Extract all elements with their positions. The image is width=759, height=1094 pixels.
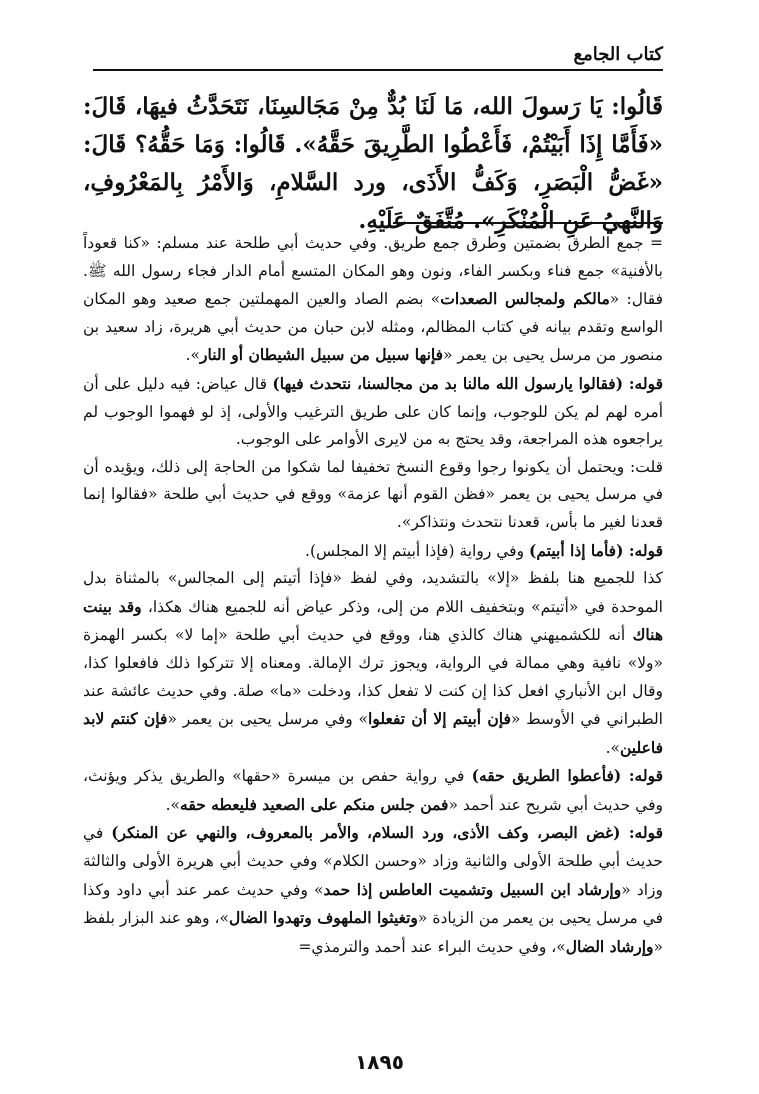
commentary-paragraph xyxy=(83,762,663,819)
commentary-paragraph xyxy=(83,370,663,454)
book-title: كتاب الجامع xyxy=(573,44,663,65)
page-header xyxy=(93,44,663,71)
commentary-text: كذا للجميع هنا بلفظ «إلا» بالتشديد، وفي لفظ «فإذا أتيتم إلى المجالس» بالمثناة بدل الموحدة في «أتيتم» وبتخفيف اللام من إلى، وذكر عياض أنه للجميع هناك هكذا، xyxy=(83,569,663,616)
commentary-lead: قوله: (فأعطوا الطريق حقه) xyxy=(471,766,663,786)
bold-quote: وقد بينت هناك xyxy=(83,596,663,645)
commentary-paragraph xyxy=(83,537,663,566)
commentary-text: = جمع الطرق بضمتين وطرق جمع طريق. وفي حديث أبي طلحة عند مسلم: «كنا قعوداً بالأفنية» جمع فناء وبكسر الفاء، ونون وهو المكان المتسع أمام الدار فجاء رسول الله ﷺ. فقال: « xyxy=(83,234,663,309)
commentary-text: » وفي حديث عمر عند أبي داود وكذا في مرسل يحيى بن يعمر من الزيادة « xyxy=(83,880,663,928)
commentary-paragraph xyxy=(83,454,663,537)
commentary-paragraph xyxy=(83,565,663,762)
page-number: ١٨٩٥ xyxy=(355,1050,404,1074)
commentary-paragraph xyxy=(83,230,663,370)
commentary-text: أنه للكشميهني هناك كالذي هنا، ووقع في حديث أبي طلحة «إما لا» بكسر الهمزة «ولا» نافية وهي ممالة في الرواية، ويجوز ترك الإمالة. ومعناه إلا تتركوا ذلك فافعلوا كذا، وقال ابن الأنباري افعل كذا إن كنت لا تفعل كذا، ودخلت «ما» صلة. وفي حديث عائشة عند الطبراني في الأوسط « xyxy=(83,626,663,729)
bold-quote: فإنها سبيل من سبيل الشيطان أو النار xyxy=(200,345,444,365)
commentary-text: قال عياض: فيه دليل على أن أمره لهم لم يكن للوجوب، وإنما كان على طريق الترغيب والأولى، إذ لو فهموا الوجوب لم يراجعوه هذه المراجعة، وقد يحتج به من لايرى الأوامر على الوجوب. xyxy=(83,374,663,449)
commentary-text: ». xyxy=(165,795,181,814)
commentary-text: »، وهو عند البزار بلفظ « xyxy=(83,909,663,956)
commentary-paragraph xyxy=(83,819,663,961)
commentary xyxy=(83,230,663,961)
commentary-text: » بضم الصاد والعين المهملتين جمع صعيد وهو المكان الواسع وتقدم بيانه في كتاب المظالم، ومثله لابن حبان من حديث أبي هريرة، زاد سعيد بن منصور من مرسل يحيى بن يعمر « xyxy=(83,290,663,365)
commentary-text: »، وفي حديث البراء عند أحمد والترمذي= xyxy=(298,937,566,956)
bold-quote: فإن أبيتم إلا أن تفعلوا xyxy=(368,709,511,729)
bold-quote: وإرشاد الضال xyxy=(565,936,654,956)
commentary-text: في حديث أبي طلحة الأولى والثانية وزاد «وحسن الكلام» وفي حديث أبي هريرة الأولى والثالثة وزاد « xyxy=(83,824,663,899)
commentary-text: في رواية حفص بن ميسرة «حقها» والطريق يذكر ويؤنث، وفي حديث أبي شريح عند أحمد « xyxy=(83,767,663,814)
bold-quote: وإرشاد ابن السبيل وتشميت العاطس إذا حمد xyxy=(323,879,622,899)
commentary-text: ». xyxy=(185,346,200,365)
commentary-text: قلت: ويحتمل أن يكونوا رجوا وقوع النسخ تخفيفا لما شكوا من الحاجة إلى ذلك، ويؤيده أن في مرسل يحيى بن يعمر «فظن القوم أنها عزمة» ووقع في حديث أبي طلحة «فقالوا إنما قعدنا لغير ما بأس، قعدنا نتحدث ونتذاكر». xyxy=(83,457,663,531)
commentary-text: » وفي مرسل يحيى بن يعمر « xyxy=(167,710,369,729)
commentary-text: وفي رواية (فإذا أبيتم إلا المجلس). xyxy=(305,541,529,560)
hadith-text: قَالُوا: يَا رَسولَ الله، مَا لَنَا بُدٌّ مِنْ مَجَالسِنَا، نَتَحَدَّثُ فيهَا، قَالَ: «فَأَمَّا إِذَا أَبَيْتُمْ، فَأَعْطُوا الطَّرِيقَ حَقَّهُ». قَالُوا: وَمَا حَقُّهُ؟ قَالَ: «غَضُّ الْبَصَرِ، وَكَفُّ الأَذَى، ورد السَّلامِ، وَالأَمْرُ بِالمَعْرُوفِ، وَالنَّهيُ عَنِ الْمُنْكَرِ». مُتَّفَقٌ عَلَيْهِ. xyxy=(83,93,663,234)
bold-quote: وتغيثوا الملهوف وتهدوا الضال xyxy=(229,908,418,928)
commentary-lead: قوله: (فأما إذا أبيتم) xyxy=(529,540,663,560)
bold-quote: مالكم ولمجالس الصعدات xyxy=(440,289,610,309)
bold-quote: فمن جلس منكم على الصعيد فليعطه حقه xyxy=(180,794,449,814)
commentary-lead: قوله: (غض البصر، وكف الأذى، ورد السلام، والأمر بالمعروف، والنهي عن المنكر) xyxy=(111,823,663,843)
commentary-lead: قوله: (فقالوا يارسول الله مالنا بد من مجالسنا، نتحدث فيها) xyxy=(272,373,663,393)
commentary-text: ». xyxy=(605,738,620,757)
footnote-divider xyxy=(393,222,663,224)
bold-quote: فإن كنتم لابد فاعلين xyxy=(83,709,663,757)
